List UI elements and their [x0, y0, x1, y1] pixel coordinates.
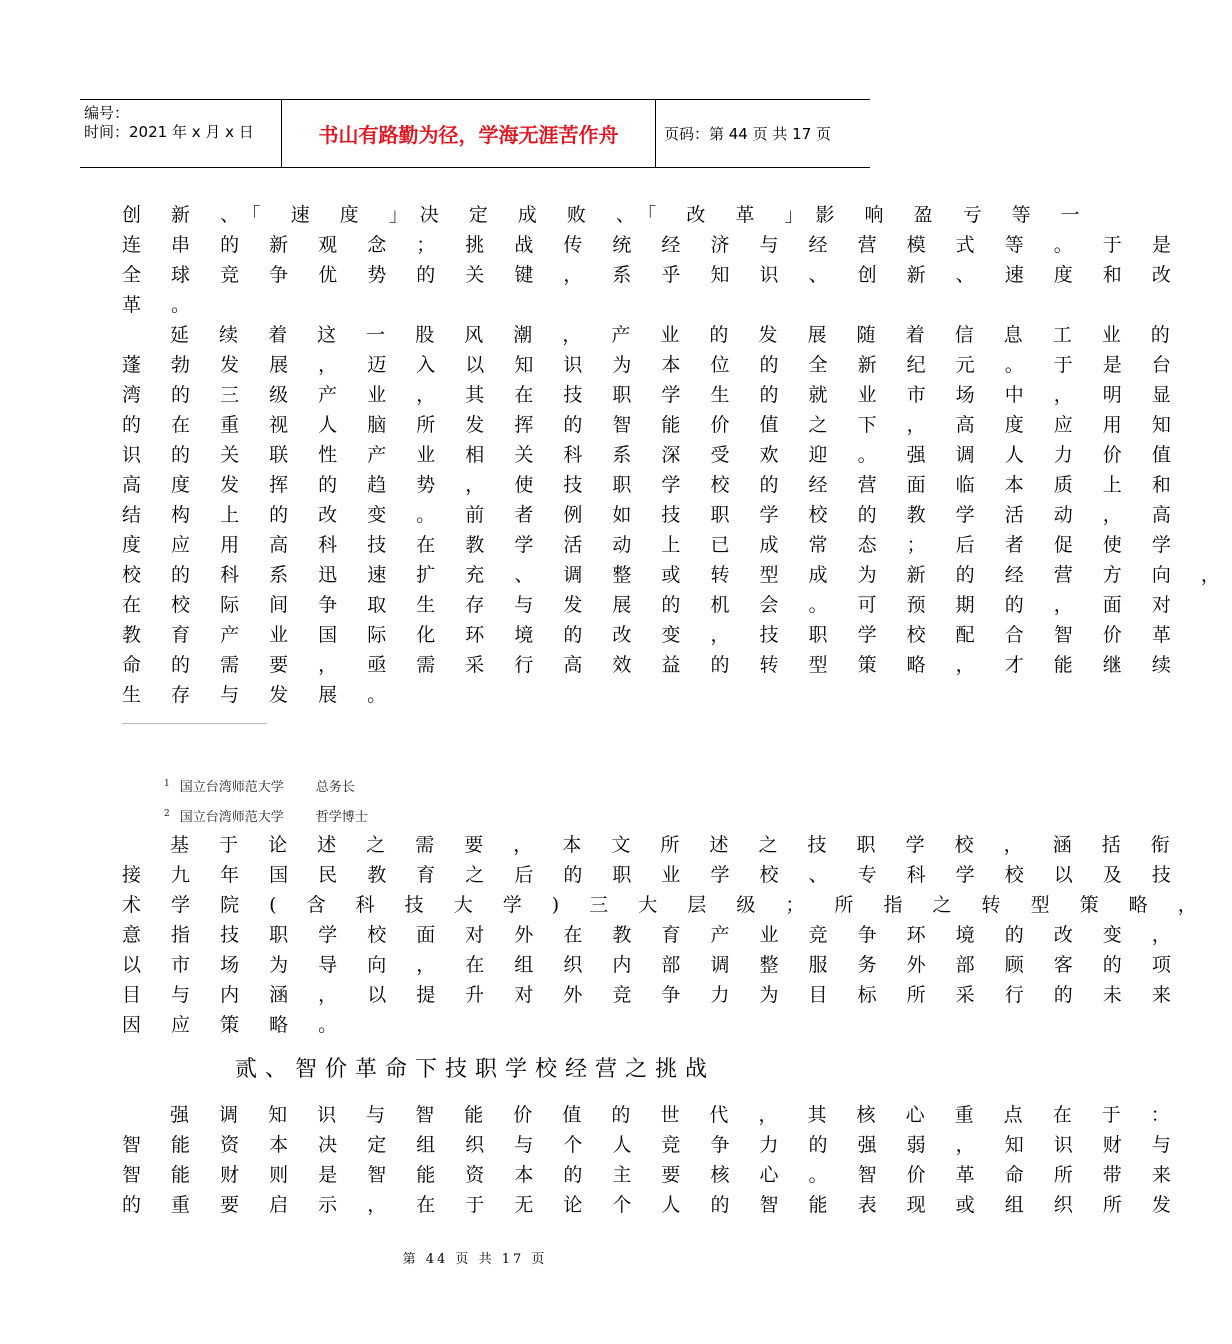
text-line: 术 学 院 ( 含 科 技 大 学 ) 三 大 层 级 ； 所 指 之 转 型 策 略 ，	[122, 894, 1209, 916]
text-line: 以 市 场 为 导 向 ， 在 组 织 内 部 调 整 服 务 外 部 顾 客 的 项	[122, 954, 1183, 976]
paragraph-2	[122, 320, 1232, 710]
paragraph-1	[122, 200, 1183, 320]
page-info: 页码：第 44 页 共 17 页	[664, 125, 832, 143]
footnote-role: 哲学博士	[315, 810, 368, 825]
text-line: 的 在 重 视 人 脑 所 发 挥 的 智 能 价 值 之 下 ， 高 度 应 用 知	[122, 414, 1183, 436]
text-line: 全 球 竞 争 优 势 的 关 键 ， 系 乎 知 识 、 创 新 、 速 度 和 改	[122, 264, 1183, 286]
text-line: 教 育 产 业 国 际 化 环 境 的 改 变 ， 技 职 学 校 配 合 智 价 革	[122, 624, 1183, 646]
text-line: 结 构 上 的 改 变 。 前 者 例 如 技 职 学 校 的 教 学 活 动 ， 高	[122, 504, 1183, 526]
footnote-number: 1	[164, 778, 170, 789]
text-line: 的 重 要 启 示 ， 在 于 无 论 个 人 的 智 能 表 现 或 组 织 所 发	[122, 1194, 1183, 1216]
paragraph-3	[122, 830, 1209, 1040]
text-line: 创 新 、「 速 度 」决 定 成 败 、「 改 革 」影 响 盈 亏 等 一	[122, 204, 1092, 226]
page-footer: 第 44 页 共 17 页	[402, 1252, 548, 1267]
footnote-1	[164, 776, 355, 795]
text-line: 命 的 需 要 ， 亟 需 采 行 高 效 益 的 转 型 策 略 ， 才 能 继 续	[122, 654, 1183, 676]
text-line: 智 能 财 则 是 智 能 资 本 的 主 要 核 心 。 智 价 革 命 所 带 来	[122, 1164, 1183, 1186]
text-line: 延 续 着 这 一 股 风 潮 ， 产 业 的 发 展 随 着 信 息 工 业 的	[170, 324, 1182, 346]
motto: 书山有路勤为径，学海无涯苦作舟	[318, 123, 619, 147]
text-line: 识 的 关 联 性 产 业 相 关 科 系 深 受 欢 迎 。 强 调 人 力 价 值	[122, 444, 1183, 466]
text-line: 接 九 年 国 民 教 育 之 后 的 职 业 学 校 、 专 科 学 校 以 及 技	[122, 864, 1183, 886]
text-line: 湾 的 三 级 产 业 ， 其 在 技 职 学 生 的 就 业 市 场 中 ， 明 显	[122, 384, 1183, 406]
text-line: 高 度 发 挥 的 趋 势 ， 使 技 职 学 校 的 经 营 面 临 本 质 上 和	[122, 474, 1183, 496]
footnote-divider	[122, 723, 267, 724]
paragraph-4	[122, 1100, 1183, 1220]
footnote-org: 国立台湾师范大学	[179, 780, 284, 795]
text-line: 基 于 论 述 之 需 要 ， 本 文 所 述 之 技 职 学 校 ， 涵 括 衔	[170, 834, 1182, 856]
footnote-number: 2	[164, 808, 170, 819]
text-line: 蓬 勃 发 展 ， 迈 入 以 知 识 为 本 位 的 全 新 纪 元 。 于 是 台	[122, 354, 1183, 376]
text-line: 度 应 用 高 科 技 在 教 学 活 动 上 已 成 常 态 ； 后 者 促 使 学	[122, 534, 1183, 556]
header-left-cell	[80, 100, 282, 167]
date-label: 时间：2021 年 x 月 x 日	[84, 123, 254, 141]
section-title: 贰、智价革命下技职学校经营之挑战	[234, 1057, 715, 1082]
footnote-org: 国立台湾师范大学	[179, 810, 284, 825]
text-line: 生 存 与 发 展 。	[122, 684, 399, 706]
footnote-role: 总务长	[315, 780, 355, 795]
page-header	[80, 99, 870, 168]
text-line: 强 调 知 识 与 智 能 价 值 的 世 代 ， 其 核 心 重 点 在 于 ：	[170, 1104, 1182, 1126]
text-line: 革 。	[122, 294, 203, 316]
text-line: 因 应 策 略 。	[122, 1014, 350, 1036]
text-line: 智 能 资 本 决 定 组 织 与 个 人 竞 争 力 的 强 弱 ， 知 识 财 与	[122, 1134, 1183, 1156]
text-line: 意 指 技 职 学 校 面 对 外 在 教 育 产 业 竞 争 环 境 的 改 变 ，	[122, 924, 1183, 946]
footnote-2	[164, 806, 368, 825]
number-label: 编号：	[84, 104, 130, 122]
text-line: 在 校 际 间 争 取 生 存 与 发 展 的 机 会 。 可 预 期 的 ， 面 对	[122, 594, 1183, 616]
header-motto-cell	[282, 100, 656, 167]
text-line: 校 的 科 系 迅 速 扩 充 、 调 整 或 转 型 成 为 新 的 经 营 方 向 ，	[122, 564, 1232, 586]
text-line: 连 串 的 新 观 念 ； 挑 战 传 统 经 济 与 经 营 模 式 等 。 于 是	[122, 234, 1183, 256]
text-line: 目 与 内 涵 ， 以 提 升 对 外 竞 争 力 为 目 标 所 采 行 的 未 来	[122, 984, 1183, 1006]
